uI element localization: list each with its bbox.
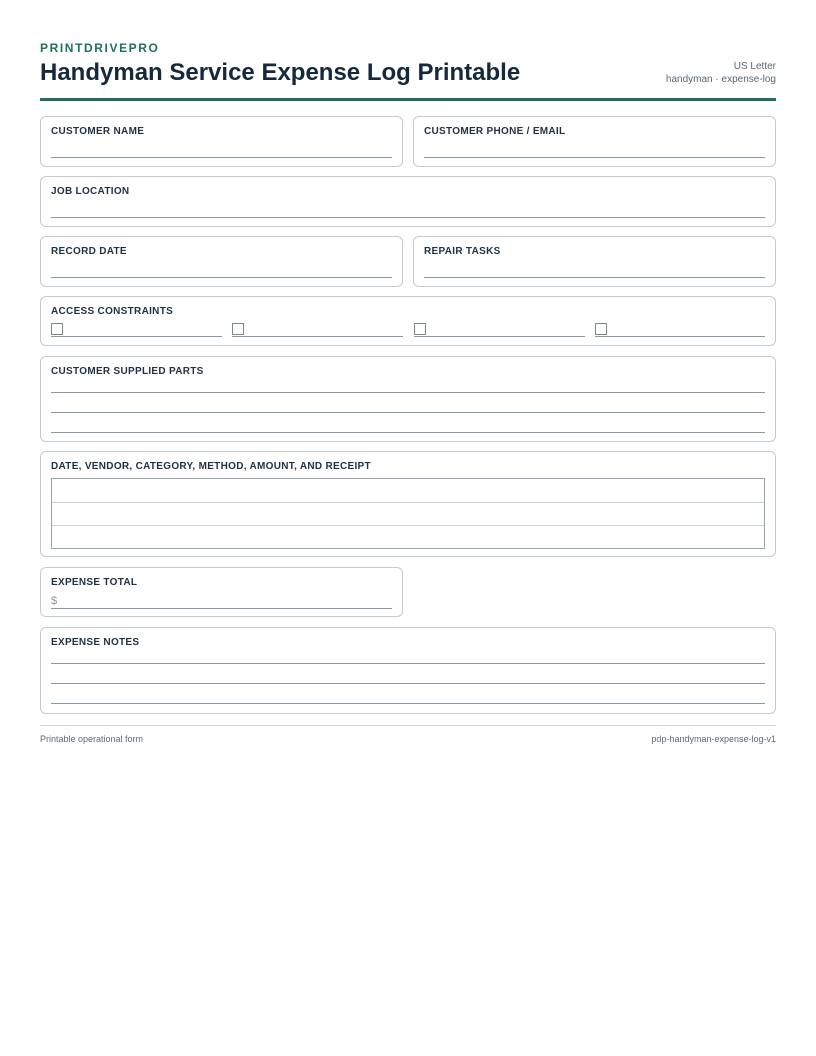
- write-line[interactable]: [51, 432, 765, 433]
- customer-supplied-parts-field[interactable]: [40, 356, 776, 442]
- brand-name: PRINTDRIVEPRO: [40, 41, 160, 55]
- write-line[interactable]: [51, 392, 765, 393]
- write-line[interactable]: [51, 277, 392, 278]
- constraint-option[interactable]: [232, 323, 403, 337]
- write-line[interactable]: [414, 336, 585, 337]
- write-line[interactable]: [51, 703, 765, 704]
- form-header: [40, 0, 776, 101]
- form-page: [40, 0, 776, 101]
- form-id: pdp-handyman-expense-log-v1: [651, 734, 776, 744]
- customer-contact-field[interactable]: [413, 116, 776, 167]
- expense-total-label: EXPENSE TOTAL: [51, 577, 138, 588]
- table-row-divider: [52, 525, 764, 526]
- footer-description: Printable operational form: [40, 734, 144, 744]
- job-location-label: JOB LOCATION: [51, 186, 130, 197]
- record-date-label: RECORD DATE: [51, 246, 127, 257]
- table-row-divider: [52, 502, 764, 503]
- currency-prefix: $: [51, 595, 58, 607]
- write-line[interactable]: [424, 157, 765, 158]
- write-line[interactable]: [232, 336, 403, 337]
- job-location-field[interactable]: [40, 176, 776, 227]
- form-tags: handyman · expense-log: [665, 74, 776, 85]
- constraint-option[interactable]: [51, 323, 222, 337]
- access-constraints-label: ACCESS CONSTRAINTS: [51, 306, 174, 317]
- expense-table: [51, 478, 765, 549]
- customer-supplied-parts-label: CUSTOMER SUPPLIED PARTS: [51, 366, 204, 377]
- checkbox[interactable]: [414, 323, 426, 335]
- write-line[interactable]: [51, 336, 222, 337]
- record-date-field[interactable]: [40, 236, 403, 287]
- write-line[interactable]: [595, 336, 765, 337]
- write-line[interactable]: [51, 412, 765, 413]
- write-line[interactable]: [51, 608, 392, 609]
- checkbox[interactable]: [51, 323, 63, 335]
- write-line[interactable]: [51, 157, 392, 158]
- expense-table-label: DATE, VENDOR, CATEGORY, METHOD, AMOUNT, AND RECEIPT: [51, 461, 371, 472]
- customer-contact-label: CUSTOMER PHONE / EMAIL: [424, 126, 566, 137]
- repair-tasks-field[interactable]: [413, 236, 776, 287]
- page-title: Handyman Service Expense Log Printable: [40, 59, 521, 86]
- write-line[interactable]: [51, 663, 765, 664]
- expense-notes-field[interactable]: [40, 627, 776, 714]
- write-line[interactable]: [51, 217, 765, 218]
- form-meta: [666, 60, 776, 86]
- expense-notes-label: EXPENSE NOTES: [51, 637, 140, 648]
- expense-table-field: [40, 451, 776, 557]
- constraint-option[interactable]: [595, 323, 765, 337]
- access-constraints-field: [40, 296, 776, 346]
- write-line[interactable]: [51, 683, 765, 684]
- customer-name-label: CUSTOMER NAME: [51, 126, 145, 137]
- paper-size: US Letter: [733, 61, 776, 72]
- customer-name-field[interactable]: [40, 116, 403, 167]
- repair-tasks-label: REPAIR TASKS: [424, 246, 501, 257]
- write-line[interactable]: [424, 277, 765, 278]
- expense-total-field[interactable]: [40, 567, 403, 617]
- checkbox[interactable]: [595, 323, 607, 335]
- form-footer: [40, 725, 776, 749]
- constraint-option[interactable]: [414, 323, 585, 337]
- checkbox[interactable]: [232, 323, 244, 335]
